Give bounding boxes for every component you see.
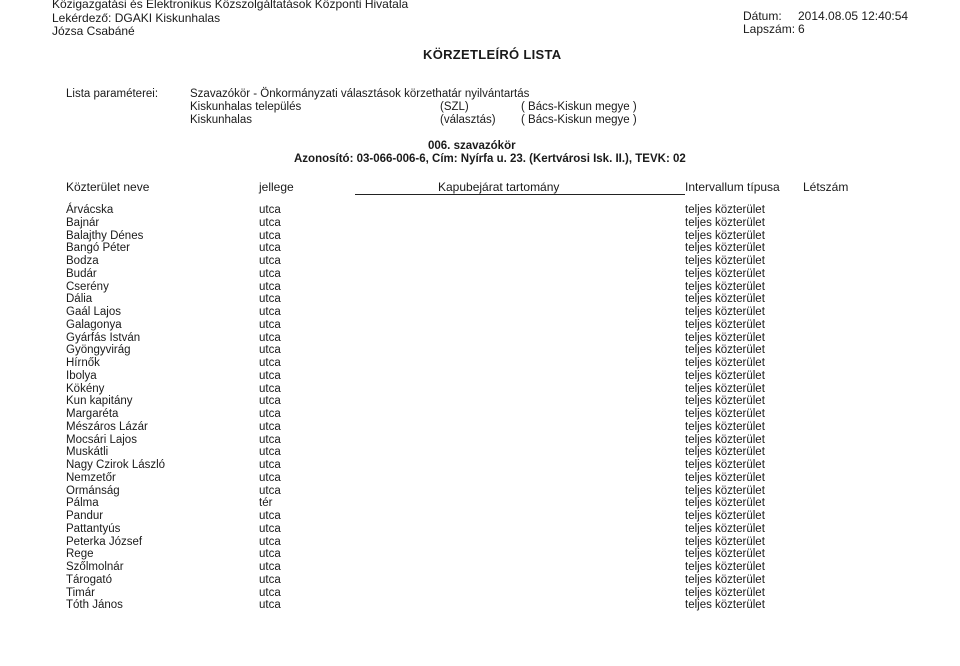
table-row — [0, 370, 960, 383]
street-type: utca — [259, 484, 281, 497]
parameters-label: Lista paraméterei: — [66, 88, 159, 100]
interval-type: teljes közterület — [685, 369, 765, 382]
interval-type: teljes közterület — [685, 459, 765, 471]
street-type: utca — [259, 229, 281, 242]
table-row — [0, 268, 960, 281]
street-name: Bangó Péter — [66, 242, 130, 255]
street-name: Gaál Lajos — [66, 306, 121, 318]
interval-type: teljes közterület — [685, 318, 765, 331]
table-row — [0, 434, 960, 447]
table-row — [0, 395, 960, 408]
parameters-line-2-right: ( Bács-Kiskun megye ) — [521, 101, 637, 113]
column-header-range: Kapubejárat tartomány — [438, 180, 560, 194]
street-name: Bajnár — [66, 216, 100, 229]
table-row — [0, 485, 960, 498]
street-type: utca — [259, 306, 281, 318]
interval-type: teljes közterület — [685, 344, 765, 357]
table-row — [0, 230, 960, 243]
street-name: Nagy Czirok László — [66, 459, 166, 471]
street-type: utca — [259, 344, 281, 357]
table-row — [0, 242, 960, 255]
street-type: utca — [259, 408, 281, 420]
interval-type: teljes közterület — [685, 293, 765, 306]
interval-type: teljes közterület — [685, 586, 765, 599]
page-number: 6 — [798, 22, 805, 36]
interval-type: teljes közterület — [685, 497, 765, 510]
interval-type: teljes közterület — [685, 382, 765, 395]
user-name: Józsa Csabáné — [52, 24, 135, 38]
interval-type: teljes közterület — [685, 522, 765, 535]
interval-type: teljes közterület — [685, 306, 765, 318]
street-name: Mocsári Lajos — [66, 433, 137, 446]
street-name: Peterka József — [66, 535, 143, 548]
interval-type: teljes közterület — [685, 599, 765, 612]
requester: Lekérdező: DGAKI Kiskunhalas — [52, 11, 221, 25]
table-row — [0, 587, 960, 600]
interval-type: teljes közterület — [685, 216, 765, 229]
interval-type: teljes közterület — [685, 267, 765, 280]
table-row — [0, 510, 960, 523]
range-header-underline — [355, 194, 685, 195]
street-type: utca — [259, 599, 281, 612]
table-row — [0, 255, 960, 268]
street-type: utca — [259, 280, 281, 293]
table-row — [0, 344, 960, 357]
street-type: utca — [259, 535, 281, 548]
table-row — [0, 357, 960, 370]
street-name: Rege — [66, 548, 94, 561]
street-type: utca — [259, 293, 281, 306]
interval-type: teljes közterület — [685, 573, 765, 586]
parameters-line-3-right: ( Bács-Kiskun megye ) — [521, 114, 637, 126]
table-row — [0, 293, 960, 306]
interval-type: teljes közterület — [685, 535, 765, 548]
table-row — [0, 459, 960, 472]
street-type: utca — [259, 586, 281, 599]
street-type: utca — [259, 510, 281, 522]
interval-type: teljes közterület — [685, 204, 765, 216]
table-row — [0, 497, 960, 510]
column-header-interval: Intervallum típusa — [685, 180, 780, 194]
street-type: utca — [259, 420, 281, 433]
street-type: tér — [259, 497, 273, 510]
street-name: Gyöngyvirág — [66, 344, 131, 357]
interval-type: teljes közterület — [685, 408, 765, 420]
street-name: Budár — [66, 267, 97, 280]
parameters-line-3-left: Kiskunhalas — [190, 114, 253, 126]
street-name: Mészáros Lázár — [66, 420, 148, 433]
table-row — [0, 446, 960, 459]
interval-type: teljes közterület — [685, 471, 765, 484]
street-type: utca — [259, 471, 281, 484]
interval-type: teljes közterület — [685, 331, 765, 344]
interval-type: teljes közterület — [685, 484, 765, 497]
street-name: Dália — [66, 293, 93, 306]
table-row — [0, 332, 960, 345]
street-name: Balajthy Dénes — [66, 229, 144, 242]
interval-type: teljes közterület — [685, 510, 765, 522]
parameters-line-3-mid: (választás) — [440, 114, 496, 126]
street-name: Ibolya — [66, 369, 97, 382]
table-row — [0, 204, 960, 217]
interval-type: teljes közterület — [685, 433, 765, 446]
parameters-line-2-mid: (SZL) — [440, 101, 469, 113]
street-name: Nemzetőr — [66, 471, 116, 484]
street-type: utca — [259, 522, 281, 535]
table-row — [0, 408, 960, 421]
street-type: utca — [259, 369, 281, 382]
street-type: utca — [259, 331, 281, 344]
table-row — [0, 574, 960, 587]
table-row — [0, 599, 960, 612]
district-info: Azonosító: 03-066-006-6, Cím: Nyírfa u. 23. (Kertvárosi Isk. II.), TEVK: 02 — [294, 153, 686, 165]
street-name: Tóth János — [66, 599, 123, 612]
street-type: utca — [259, 395, 281, 408]
street-type: utca — [259, 446, 281, 459]
street-name: Timár — [66, 586, 95, 599]
table-row — [0, 281, 960, 294]
column-header-count: Létszám — [803, 180, 849, 194]
street-name: Szőlmolnár — [66, 561, 124, 573]
interval-type: teljes közterület — [685, 561, 765, 573]
street-type: utca — [259, 267, 281, 280]
page-title: KÖRZETLEÍRÓ LISTA — [423, 47, 562, 62]
street-type: utca — [259, 548, 281, 561]
street-name: Pálma — [66, 497, 99, 510]
interval-type: teljes közterület — [685, 395, 765, 408]
street-name: Margaréta — [66, 408, 119, 420]
table-row — [0, 217, 960, 230]
table-row — [0, 383, 960, 396]
interval-type: teljes közterület — [685, 229, 765, 242]
street-name: Bodza — [66, 255, 99, 267]
street-name: Pattantyús — [66, 522, 121, 535]
street-type: utca — [259, 204, 281, 216]
street-type: utca — [259, 382, 281, 395]
page-label: Lapszám: — [743, 22, 796, 36]
table-row — [0, 523, 960, 536]
street-name: Kökény — [66, 382, 105, 395]
interval-type: teljes közterület — [685, 255, 765, 267]
street-name: Gyárfás István — [66, 331, 141, 344]
column-header-street: Közterület neve — [66, 180, 150, 194]
street-name: Kun kapitány — [66, 395, 133, 408]
date-value: 2014.08.05 12:40:54 — [798, 9, 909, 23]
street-type: utca — [259, 255, 281, 267]
street-name: Hírnők — [66, 357, 100, 369]
interval-type: teljes közterület — [685, 446, 765, 459]
parameters-line-2-left: Kiskunhalas település — [190, 101, 302, 113]
street-name: Galagonya — [66, 318, 122, 331]
column-header-type: jellege — [259, 180, 294, 194]
table-row — [0, 536, 960, 549]
table-row — [0, 561, 960, 574]
street-type: utca — [259, 216, 281, 229]
org-name: Közigazgatási és Elektronikus Közszolgáltatások Központi Hivatala — [52, 0, 409, 11]
street-type: utca — [259, 357, 281, 369]
street-type: utca — [259, 318, 281, 331]
street-type: utca — [259, 573, 281, 586]
interval-type: teljes közterület — [685, 242, 765, 255]
date-label: Dátum: — [743, 9, 782, 23]
table-row — [0, 548, 960, 561]
street-name: Ormánság — [66, 484, 120, 497]
street-name: Muskátli — [66, 446, 109, 459]
street-name: Tárogató — [66, 573, 113, 586]
interval-type: teljes közterület — [685, 420, 765, 433]
interval-type: teljes közterület — [685, 280, 765, 293]
table-row — [0, 472, 960, 485]
parameters-line-1: Szavazókör - Önkormányzati választások körzethatár nyilvántartás — [190, 88, 530, 100]
table-row — [0, 421, 960, 434]
street-type: utca — [259, 242, 281, 255]
table-row — [0, 306, 960, 319]
table-row — [0, 319, 960, 332]
interval-type: teljes közterület — [685, 357, 765, 369]
interval-type: teljes közterület — [685, 548, 765, 561]
street-type: utca — [259, 561, 281, 573]
street-type: utca — [259, 459, 281, 471]
district-name: 006. szavazókör — [428, 140, 516, 152]
street-type: utca — [259, 433, 281, 446]
street-name: Pandur — [66, 510, 104, 522]
street-name: Cserény — [66, 280, 109, 293]
street-name: Árvácska — [66, 204, 114, 216]
